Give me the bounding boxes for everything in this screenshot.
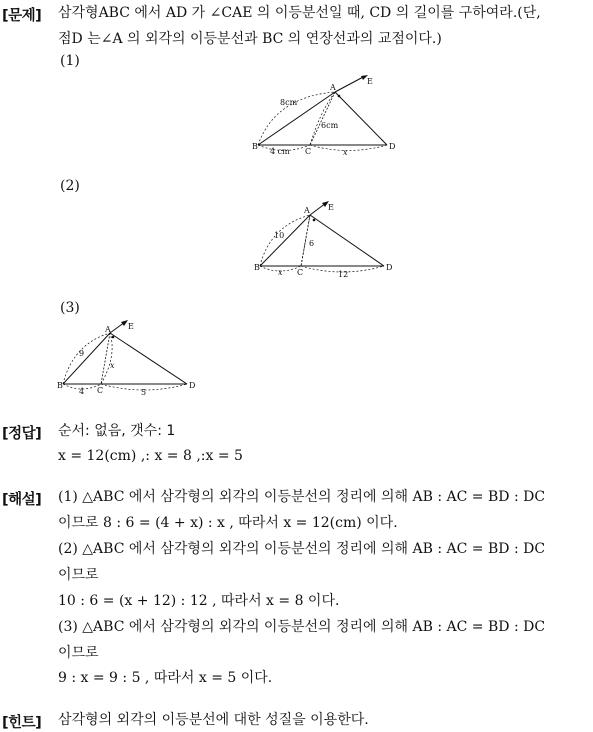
fig2-label-a: A <box>304 206 310 215</box>
fig3-label-b: B <box>57 381 63 390</box>
answer-order-count: 순서: 없음, 갯수: 1 <box>58 423 176 439</box>
subproblem-1-label: (1) <box>60 53 80 69</box>
fig2-label-e: E <box>328 203 334 212</box>
figure-3 <box>55 316 205 401</box>
problem-line-1: 삼각형ABC 에서 AD 가 ∠CAE 의 이등분선일 때, CD 의 길이를 구하여라.(단, <box>58 5 541 21</box>
fig1-label-e: E <box>367 77 373 86</box>
fig1-label-d: D <box>389 142 396 151</box>
fig1-length-ab: 8cm <box>280 98 298 107</box>
solution-line-1: (1) △ABC 에서 삼각형의 외각의 이등분선의 정리에 의해 AB : AC = BD : DC <box>58 489 546 505</box>
problem-tag: [문제] <box>2 8 42 24</box>
solution-line-7: 이므로 <box>58 645 99 661</box>
fig1-label-b: B <box>252 142 258 151</box>
subproblem-3-label: (3) <box>60 300 80 316</box>
fig2-length-ac: 6 <box>309 239 315 248</box>
solution-line-8: 9 : x = 9 : 5 , 따라서 x = 5 이다. <box>58 670 273 686</box>
solution-line-3: (2) △ABC 에서 삼각형의 외각의 이등분선의 정리에 의해 AB : AC = BD : DC <box>58 541 546 557</box>
solution-tag: [해설] <box>2 492 42 508</box>
fig1-length-ac: 6cm <box>321 121 339 130</box>
fig3-label-c: C <box>97 386 104 395</box>
fig3-label-e: E <box>128 322 134 331</box>
fig2-label-d: D <box>386 263 393 272</box>
answer-values: x = 12(cm) ,: x = 8 ,:x = 5 <box>58 448 243 464</box>
fig2-length-ab: 10 <box>274 231 285 240</box>
fig2-length-bc: x <box>278 268 283 277</box>
hint-line: 삼각형의 외각의 이등분선에 대한 성질을 이용한다. <box>58 712 369 728</box>
fig3-length-ab: 9 <box>79 349 85 358</box>
fig1-label-c: C <box>305 147 312 156</box>
fig2-label-b: B <box>254 263 260 272</box>
figure-2 <box>252 198 402 283</box>
figure-1 <box>250 72 410 162</box>
fig3-label-a: A <box>105 325 111 334</box>
fig3-length-ac: x <box>110 361 115 370</box>
fig2-label-c: C <box>297 268 304 277</box>
solution-line-6: (3) △ABC 에서 삼각형의 외각의 이등분선의 정리에 의해 AB : AC = BD : DC <box>58 619 546 635</box>
fig2-length-cd: 12 <box>338 270 349 279</box>
problem-line-2: 점D 는∠A 의 외각의 이등분선과 BC 의 연장선과의 교점이다.) <box>58 31 442 47</box>
fig1-length-bc: 4 cm <box>270 147 290 156</box>
fig1-label-a: A <box>330 83 336 92</box>
fig1-length-cd: x <box>343 148 348 157</box>
solution-line-2: 이므로 8 : 6 = (4 + x) : x , 따라서 x = 12(cm) 이다. <box>58 515 398 531</box>
fig3-length-bc: 4 <box>79 387 85 396</box>
fig3-length-cd: 5 <box>141 388 147 397</box>
solution-line-4: 이므로 <box>58 567 99 583</box>
subproblem-2-label: (2) <box>60 178 80 194</box>
answer-tag: [정답] <box>2 426 42 442</box>
hint-tag: [힌트] <box>2 715 42 731</box>
solution-line-5: 10 : 6 = (x + 12) : 12 , 따라서 x = 8 이다. <box>58 593 340 609</box>
fig3-label-d: D <box>189 381 196 390</box>
